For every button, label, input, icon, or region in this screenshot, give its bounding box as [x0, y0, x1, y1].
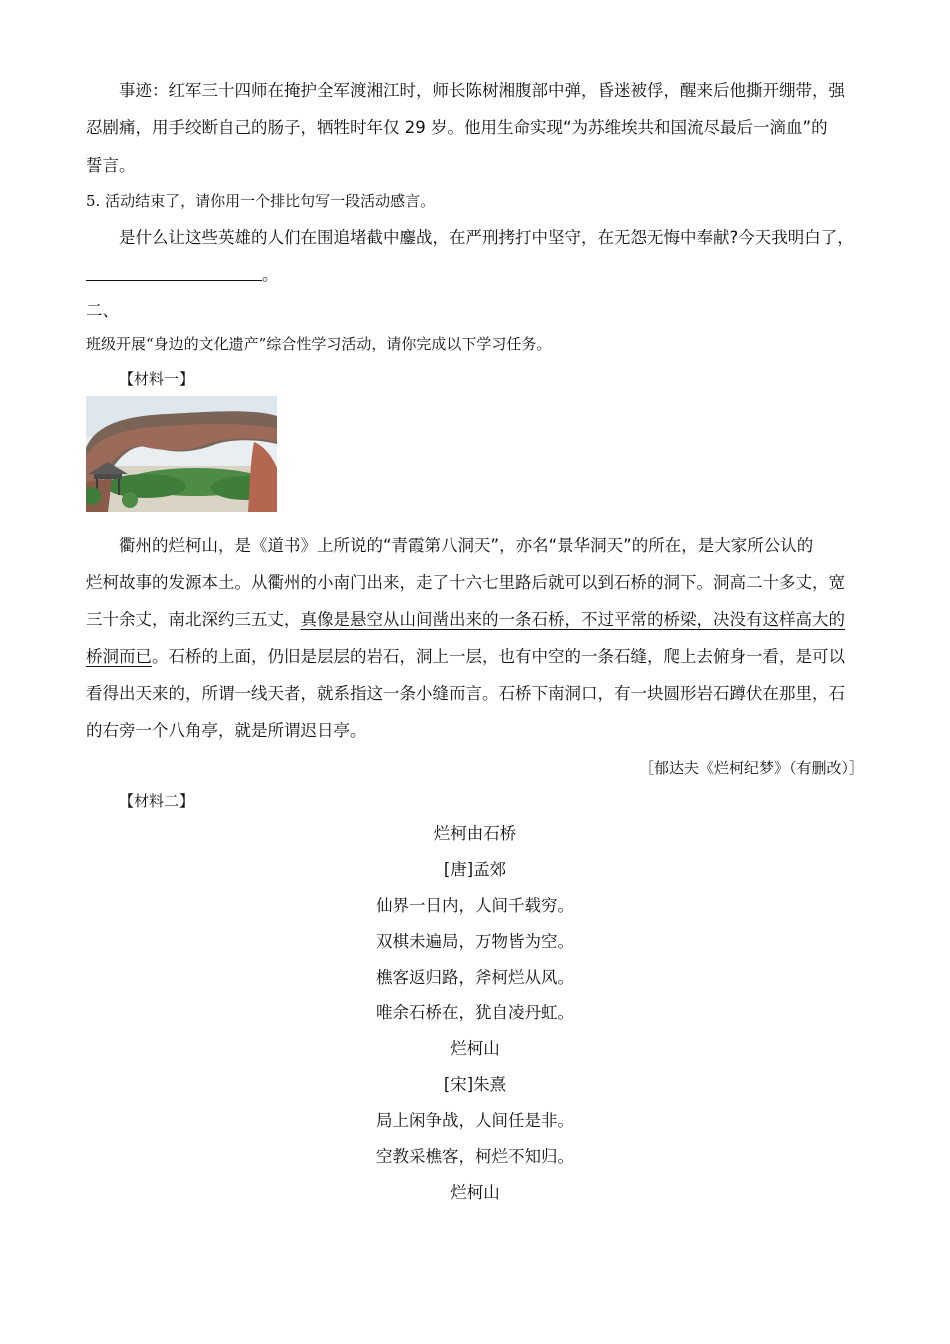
- poem-1-title: 烂柯由石桥: [433, 824, 517, 843]
- deed-line-1: 事迹：红军三十四师在掩护全军渡湘江时，师长陈树湘腹部中弹，昏迷被俘，醒来后他撕开绷带，强: [119, 81, 845, 100]
- poem-1-line-1: 仙界一日内，人间千载穷。: [376, 896, 574, 915]
- m1-underlined-sentence-end: 桥洞而已: [86, 647, 152, 666]
- poem-2-title: 烂柯山: [450, 1039, 500, 1058]
- lanke-mountain-photo: [86, 396, 277, 512]
- material-1-para-line-2: 烂柯故事的发源本土。从衢州的小南门出来，走了十六七里路后就可以到石桥的洞下。洞高二十多丈，宽: [86, 573, 845, 592]
- section-two-heading: 二、: [86, 301, 119, 320]
- poem-1-line-2: 双棋未遍局，万物皆为空。: [376, 932, 574, 951]
- poem-3-title: 烂柯山: [450, 1183, 500, 1202]
- m1-line4-plain: 。石桥的上面，仍旧是层层的岩石，洞上一层，也有中空的一条石缝，爬上去俯身一看，是可以: [152, 647, 845, 666]
- answer-blank[interactable]: [86, 280, 262, 281]
- deed-line-2: 忍剧痛，用手绞断自己的肠子，牺牲时年仅 29 岁。他用生命实现“为苏维埃共和国流尽最后一滴血”的: [86, 118, 828, 137]
- material-1-para-line-4: [86, 646, 866, 668]
- poem-2-line-2: 空教采樵客，柯烂不知归。: [376, 1147, 574, 1166]
- material-1-para-line-6: 的右旁一个八角亭，就是所谓迟日亭。: [86, 721, 367, 740]
- m1-line3-plain: 三十余丈，南北深约三五丈，: [86, 610, 301, 629]
- material-1-para-line-1: 衢州的烂柯山，是《道书》上所说的“青霞第八洞天”，亦名“景华洞天”的所在，是大家所公认的: [119, 536, 814, 555]
- poem-1-line-3: 樵客返归路，斧柯烂从风。: [376, 968, 574, 987]
- material-1-para-line-5: 看得出天来的，所谓一线天者，就系指这一条小缝而言。石桥下南洞口，有一块圆形岩石蹲伏在那里，石: [86, 684, 845, 703]
- poem-1-line-4: 唯余石桥在，犹自凌丹虹。: [376, 1003, 574, 1022]
- answer-blank-period: 。: [262, 265, 279, 284]
- question-5-prompt: 是什么让这些英雄的人们在围追堵截中鏖战，在严刑拷打中坚守，在无怨无悔中奉献?今天我明白了，: [119, 228, 854, 247]
- m1-underlined-sentence: 真像是悬空从山间凿出来的一条石桥，不过平常的桥梁，决没有这样高大的: [300, 610, 845, 629]
- material-1-para-line-3: [86, 609, 866, 631]
- poem-2-line-1: 局上闲争战，人间任是非。: [376, 1111, 574, 1130]
- material-1-label: 【材料一】: [119, 370, 195, 388]
- deed-line-3: 誓言。: [86, 156, 136, 175]
- material-1-source: ［郁达夫《烂柯纪梦》（有删改）］: [638, 759, 864, 777]
- activity-intro: 班级开展“身边的文化遗产”综合性学习活动，请你完成以下学习任务。: [86, 335, 552, 353]
- poem-1-author: [唐]孟郊: [443, 860, 507, 879]
- material-2-label: 【材料二】: [119, 792, 195, 810]
- poem-2-author: [宋]朱熹: [443, 1075, 507, 1094]
- question-5: 5. 活动结束了，请你用一个排比句写一段活动感言。: [86, 192, 436, 210]
